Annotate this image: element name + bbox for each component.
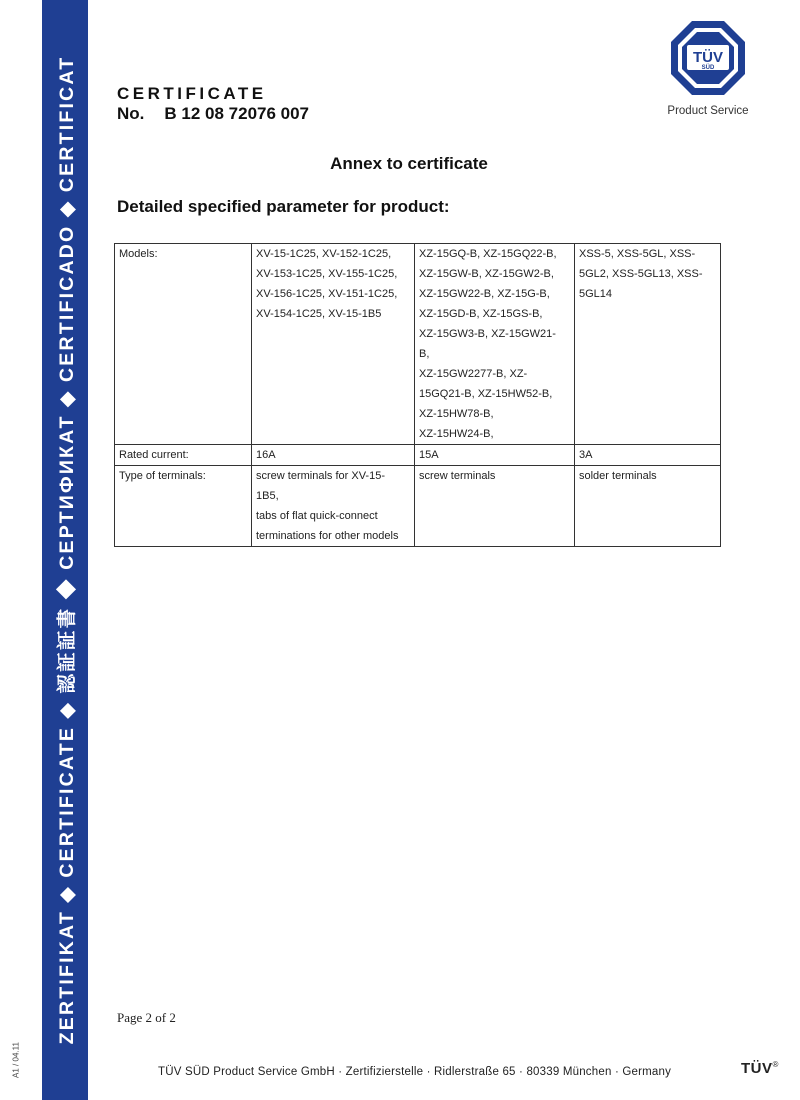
- footer-logo-text: TÜV: [741, 1060, 773, 1077]
- cell-line: XZ-15GD-B, XZ-15GS-B,: [419, 308, 543, 320]
- cell-line: tabs of flat quick-connect: [256, 510, 378, 522]
- table-row: [115, 466, 721, 547]
- table-cell: [252, 466, 415, 547]
- page-number: Page 2 of 2: [117, 1010, 176, 1025]
- logo-mark: TÜV: [693, 49, 723, 66]
- cell-line: 16A: [256, 449, 276, 461]
- cell-line: XZ-15GW2277-B, XZ-: [419, 368, 528, 380]
- row-label: Models:: [115, 244, 252, 445]
- parameter-table: [114, 243, 721, 547]
- table-cell: [252, 244, 415, 445]
- tuv-logo: [670, 20, 746, 96]
- cell-line: XZ-15GQ-B, XZ-15GQ22-B,: [419, 248, 557, 260]
- side-band-text: ZERTIFIKAT ◆ CERTIFICATE ◆ 認証証書 ◆ СЕРТИФИКАТ ◆ CERTIFICADO ◆ CERTIFICAT: [56, 55, 78, 1045]
- cell-line: 15A: [419, 449, 439, 461]
- table-cell: [415, 244, 575, 445]
- cell-line: XZ-15HW78-B,: [419, 408, 494, 420]
- cell-line: screw terminals: [419, 470, 496, 482]
- annex-title: Annex to certificate: [330, 154, 488, 173]
- cell-line: 3A: [579, 449, 593, 461]
- cell-line: XSS-5, XSS-5GL, XSS-: [579, 248, 696, 260]
- cell-line: B,: [419, 348, 430, 360]
- cell-line: XZ-15GW-B, XZ-15GW2-B,: [419, 268, 554, 280]
- cell-line: terminations for other models: [256, 530, 399, 542]
- cell-line: XZ-15HW24-B,: [419, 428, 494, 440]
- table-row: [115, 244, 721, 445]
- certificate-title: CERTIFICATE: [117, 84, 267, 103]
- row-label: Rated current:: [115, 445, 252, 466]
- table-cell: [415, 466, 575, 547]
- cell-line: XV-153-1C25, XV-155-1C25,: [256, 268, 398, 280]
- certificate-number: B 12 08 72076 007: [164, 104, 310, 123]
- table-cell: [252, 445, 415, 466]
- cell-line: solder terminals: [579, 470, 657, 482]
- certificate-number-line: [117, 104, 309, 124]
- form-code: [6, 1030, 26, 1090]
- cell-line: screw terminals for XV-15-: [256, 470, 385, 482]
- certificate-number-label: No.: [117, 104, 145, 123]
- cell-line: 5GL2, XSS-5GL13, XSS-: [579, 268, 703, 280]
- logo-sub: SÜD: [701, 65, 715, 71]
- cell-line: 1B5,: [256, 490, 279, 502]
- cell-line: 15GQ21-B, XZ-15HW52-B,: [419, 388, 553, 400]
- registered-mark: ®: [772, 1060, 779, 1069]
- cell-line: XV-154-1C25, XV-15-1B5: [256, 308, 382, 320]
- footer-address: TÜV SÜD Product Service GmbH · Zertifizierstelle · Ridlerstraße 65 · 80339 München · Germany: [158, 1066, 672, 1078]
- table-cell: [575, 466, 721, 547]
- table-cell: [415, 445, 575, 466]
- cell-line: 5GL14: [579, 288, 613, 300]
- row-label: Type of terminals:: [115, 466, 252, 547]
- detail-heading: Detailed specified parameter for product:: [117, 197, 450, 216]
- table-cell: [575, 445, 721, 466]
- cell-line: XV-156-1C25, XV-151-1C25,: [256, 288, 398, 300]
- cell-line: XZ-15GW3-B, XZ-15GW21-: [419, 328, 556, 340]
- table-cell: [575, 244, 721, 445]
- footer-logo: [741, 1060, 779, 1077]
- cell-line: XZ-15GW22-B, XZ-15G-B,: [419, 288, 550, 300]
- form-code-text: A1 / 04.11: [11, 1042, 21, 1078]
- logo-caption: Product Service: [667, 105, 749, 117]
- cell-line: XV-15-1C25, XV-152-1C25,: [256, 248, 392, 260]
- table-row: [115, 445, 721, 466]
